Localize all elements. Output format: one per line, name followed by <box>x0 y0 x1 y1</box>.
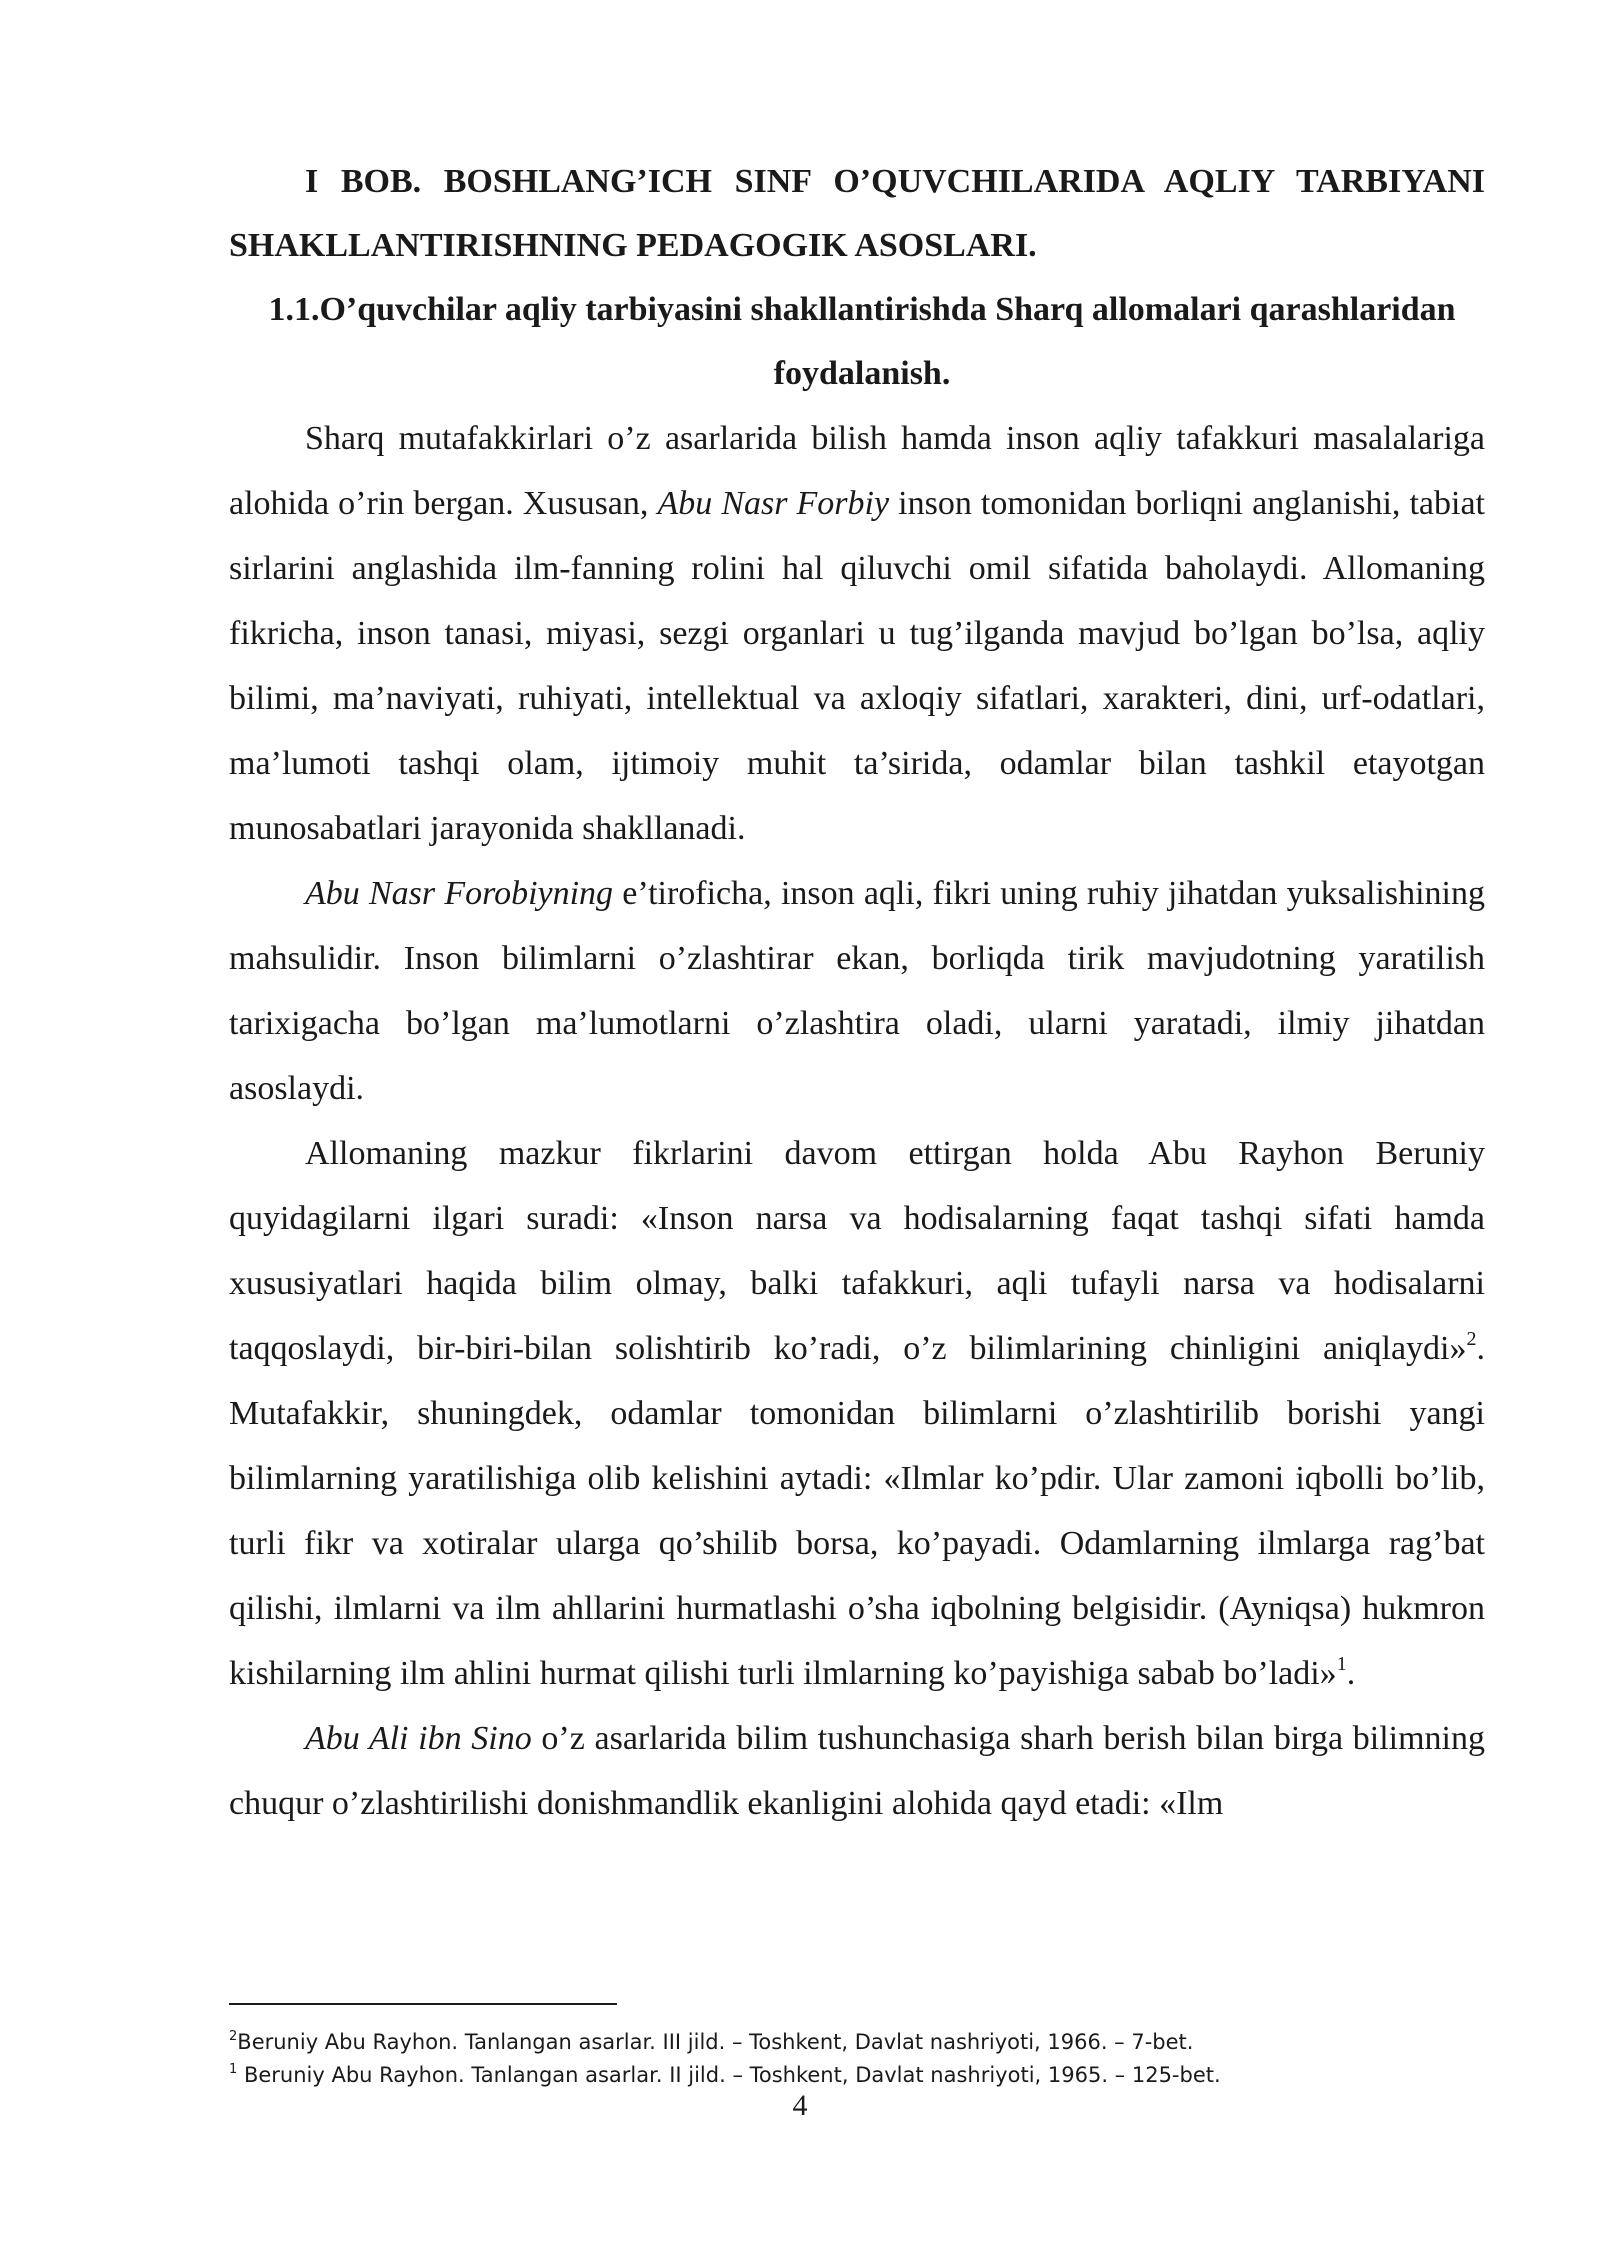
section-title: 1.1.O’quvchilar aqliy tarbiyasini shakllantirishda Sharq allomalari qarashlaridan foydalanish. <box>268 291 1456 392</box>
paragraph-text: . Mutafakkir, shuningdek, odamlar tomonidan bilimlarni o’zlashtirilib borishi yangi bilimlarning yaratilishiga olib kelishini aytadi: «Ilmlar ko’pdir. Ular zamoni iqbolli bo’lib, turli fikr va xotiralar ularga qo’shilib borsa, ko’payadi. Odamlarning ilmlarga rag’bat qilishi, ilmlarni va ilm ahllarini hurmatlashi o’sha iqbolning belgisidir. (Ayniqsa) hukmron kishilarning ilm ahlini hurmat qilishi turli ilmlarning ko’payishiga sabab bo’ladi» <box>229 1330 1485 1692</box>
paragraph-text: Allomaning mazkur fikrlarini davom ettirgan holda Abu Rayhon Beruniy quyidagilarni ilgari suradi: «Inson narsa va hodisalarning faqat tashqi sifati hamda xususiyatlari haqida bilim olmay, balki tafakkuri, aqli tufayli narsa va hodisalarni taqqoslaydi, bir-biri-bilan solishtirib ko’radi, o’z bilimlarining chinligini aniqlaydi» <box>229 1135 1485 1367</box>
footnote-mark: 1 <box>229 2062 238 2077</box>
paragraph-2 <box>229 861 1485 1121</box>
paragraph-text: o’z asarlarida bilim tushunchasiga sharh berish bilan birga bilimning chuqur o’zlashtirilishi donishmandlik ekanligini alohida qayd etadi: «Ilm <box>229 1720 1485 1822</box>
page-number: 4 <box>792 2089 808 2122</box>
author-name: Abu Nasr Forbiy <box>657 485 890 522</box>
paragraph-text: inson tomonidan borliqni anglanishi, tabiat sirlarini anglashida ilm-fanning rolini hal qiluvchi omil sifatida baholaydi. Allomaning fikricha, inson tanasi, miyasi, sezgi organlari u tug’ilganda mavjud bo’lgan bo’lsa, aqliy bilimi, ma’naviyati, ruhiyati, intellektual va axloqiy sifatlari, xarakteri, dini, urf-odatlari, ma’lumoti tashqi olam, ijtimoiy muhit ta’sirida, odamlar bilan tashkil etayotgan munosabatlari jarayonida shakllanadi. <box>229 485 1485 847</box>
footnote-text: Beruniy Abu Rayhon. Tanlangan asarlar. II jild. – Toshkent, Davlat nashriyoti, 1965. – 125-bet. <box>237 2063 1221 2087</box>
paragraph-text: . <box>1346 1655 1356 1692</box>
footnote-separator <box>229 2003 617 2005</box>
chapter-title: I BOB. BOSHLANG’ICH SINF O’QUVCHILARIDA AQLIY TARBIYANI SHAKLLANTIRISHNING PEDAGOGIK ASOSLARI. <box>229 163 1485 264</box>
author-name: Abu Nasr Forobiyning <box>305 875 614 912</box>
paragraph-1 <box>229 406 1485 861</box>
paragraph-text: e’tiroficha, inson aqli, fikri uning ruhiy jihatdan yuksalishining mahsulidir. Inson bilimlarni o’zlashtirar ekan, borliqda tirik mavjudotning yaratilish tarixigacha bo’lgan ma’lumotlarni o’zlashtira oladi, ularni yaratadi, ilmiy jihatdan asoslaydi. <box>229 875 1485 1107</box>
footnote-mark: 2 <box>229 2029 238 2044</box>
paragraph-4 <box>229 1706 1485 1836</box>
author-name: Abu Ali ibn Sino <box>305 1720 532 1757</box>
paragraph-3 <box>229 1121 1485 1706</box>
footnotes <box>229 2026 1485 2092</box>
footnote-item <box>229 2026 1485 2059</box>
footnote-ref[interactable]: 1 <box>1336 1653 1347 1675</box>
body-text <box>229 150 1485 1836</box>
footnote-ref[interactable]: 2 <box>1466 1328 1477 1350</box>
footnote-text: Beruniy Abu Rayhon. Tanlangan asarlar. III jild. – Toshkent, Davlat nashriyoti, 1966. – 7-bet. <box>237 2030 1194 2054</box>
paragraph-text: Sharq mutafakkirlari o’z asarlarida bilish hamda inson aqliy tafakkuri masalalariga alohida o’rin bergan. Xususan, <box>229 420 1485 522</box>
